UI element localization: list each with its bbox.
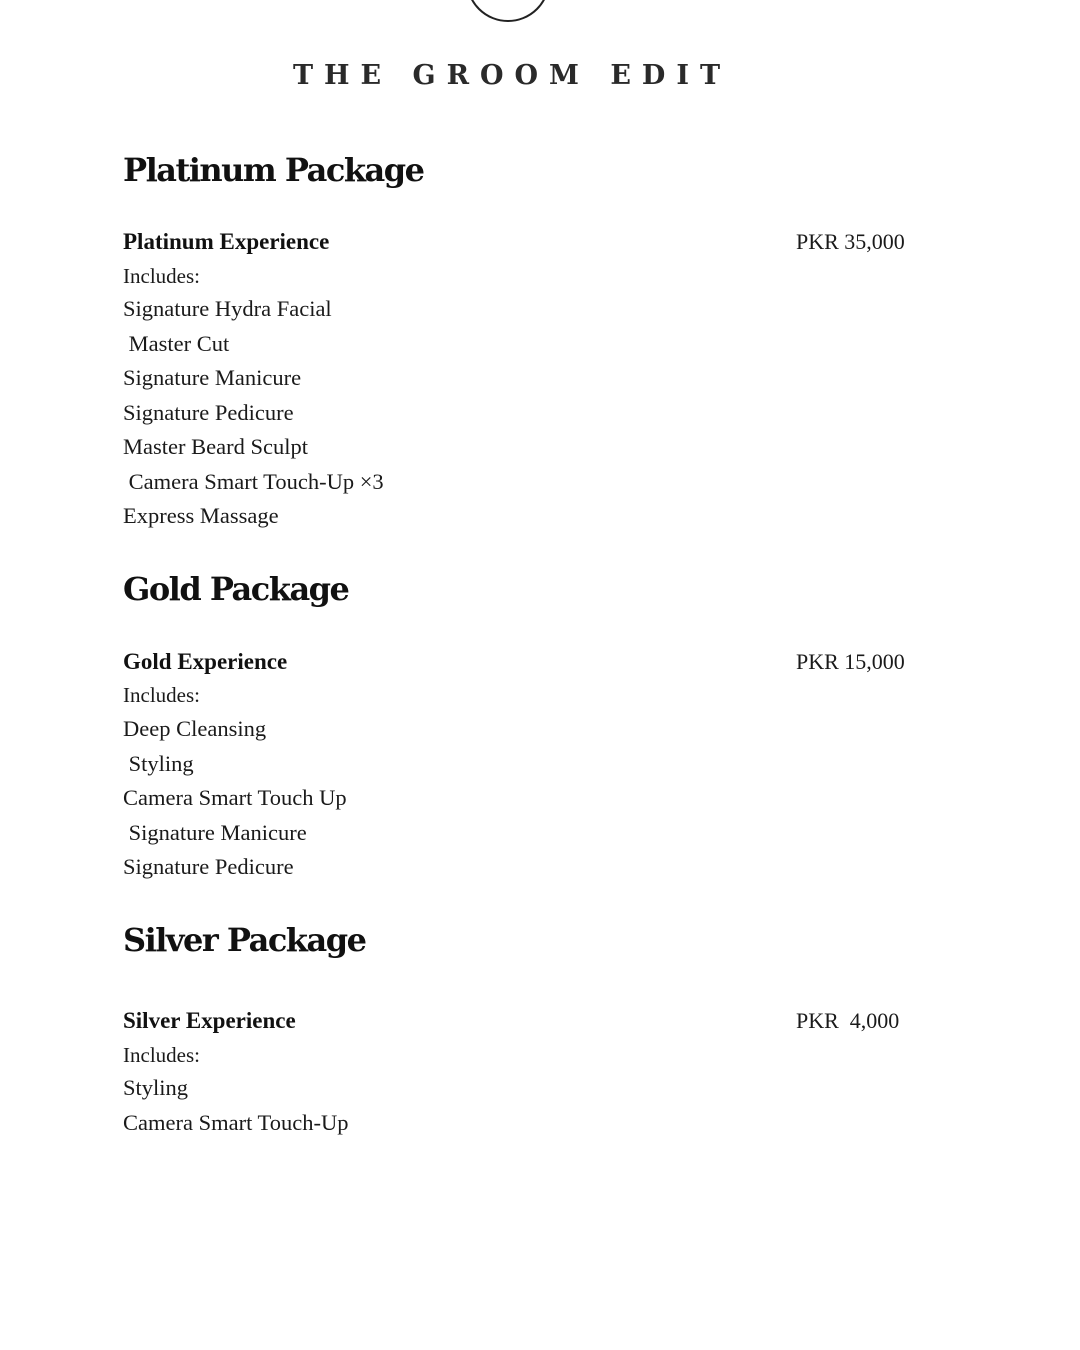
package-name: Gold Experience — [123, 649, 288, 674]
section-title: Gold Package — [123, 570, 349, 608]
includes-label: Includes: — [123, 1043, 200, 1067]
list-item: Styling — [123, 750, 194, 776]
package-price: PKR 4,000 — [796, 1008, 900, 1033]
section-title: Silver Package — [123, 921, 366, 959]
list-item: Master Beard Sculpt — [123, 434, 308, 459]
list-item: Signature Pedicure — [123, 399, 294, 425]
list-item: Signature Manicure — [123, 365, 302, 390]
list-item: Camera Smart Touch-Up ×3 — [123, 468, 384, 494]
list-item: Deep Cleansing — [123, 716, 267, 741]
brand-title: THE GROOM EDIT — [292, 60, 732, 91]
list-item: Camera Smart Touch Up — [123, 785, 347, 810]
logo-emblem — [466, 0, 550, 22]
includes-label: Includes: — [123, 683, 200, 707]
package-name: Silver Experience — [123, 1008, 296, 1033]
included-services-list — [123, 1074, 348, 1143]
list-item: Styling — [123, 1075, 189, 1100]
package-name: Platinum Experience — [123, 229, 330, 254]
package-price: PKR 35,000 — [796, 229, 905, 254]
included-services-list — [123, 295, 384, 537]
includes-label: Includes: — [123, 264, 200, 288]
section-title: Platinum Package — [123, 151, 424, 189]
list-item: Signature Pedicure — [123, 854, 294, 879]
list-item: Camera Smart Touch-Up — [123, 1109, 349, 1135]
package-price: PKR 15,000 — [796, 649, 905, 674]
list-item: Master Cut — [123, 330, 230, 356]
included-services-list — [123, 715, 347, 888]
list-item: Express Massage — [123, 503, 279, 528]
list-item: Signature Hydra Facial — [123, 296, 332, 321]
list-item: Signature Manicure — [123, 819, 307, 845]
